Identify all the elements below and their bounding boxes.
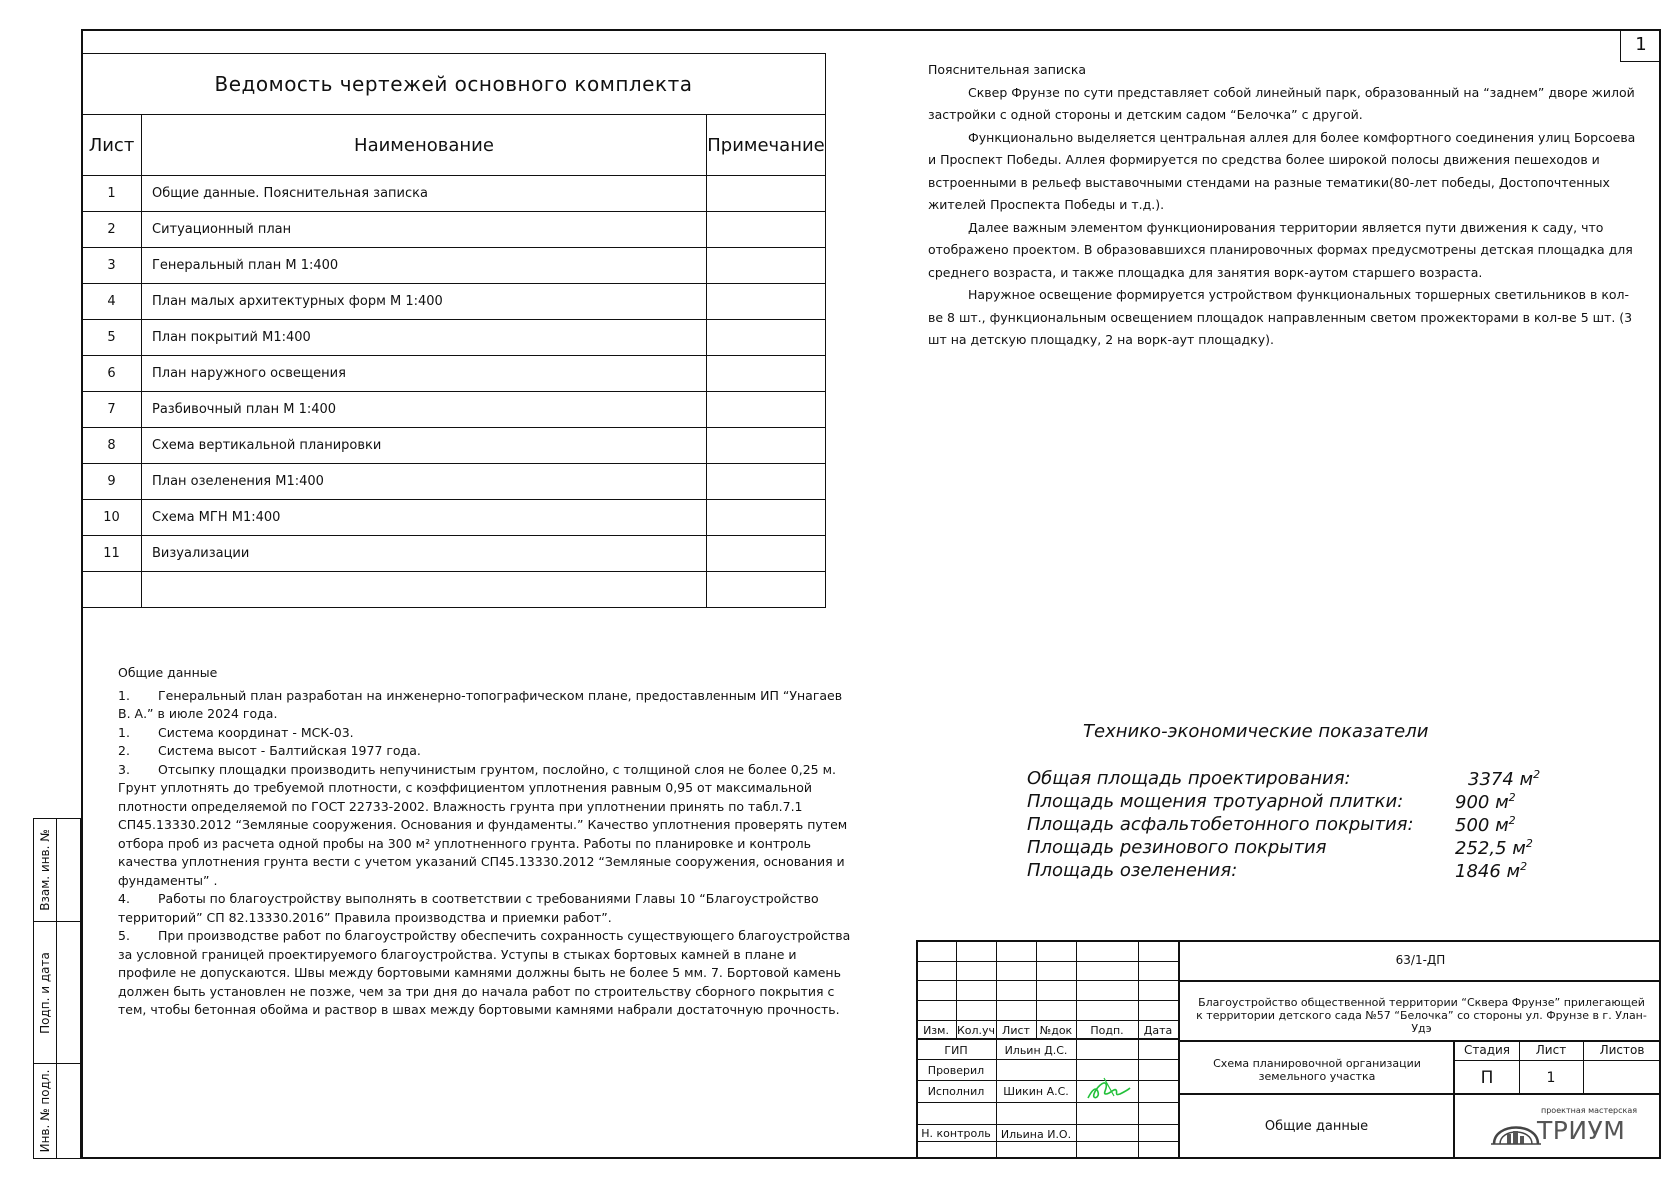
table-row: 8 Схема вертикальной планировки <box>82 428 826 464</box>
tb-col-header: Лист <box>1002 1024 1030 1037</box>
table-row: 11 Визуализации <box>82 536 826 572</box>
explanatory-note <box>928 59 1636 352</box>
list-item: 3. Отсыпку площадки производить непучинистым грунтом, послойно, с толщиной слоя не более 0,25 м. Грунт уплотнять до требуемой плотности, с коэффициентом уплотнения равным 0,95 от максимальной плотности определяемой по ГОСТ 22733-2002. Влажность грунта при уплотнении принять по табл.7.1 СП45.13330.2012 “Земляные сооружения. Основания и фундаменты.” Качество уплотнения проверять путем отбора проб из расчета одной пробы на 300 м² уплотненного грунта. Работы по планировке и контроль качества уплотнения грунта вести с учетом указаний СП45.13330.2012 “Земляные сооружения, основания и фундаменты” . <box>118 761 848 888</box>
tb-project-code: 63/1-ДП <box>1395 953 1446 967</box>
table-row: 6 План наружного освещения <box>82 356 826 392</box>
table-row: 7 Разбивочный план М 1:400 <box>82 392 826 428</box>
tep-value: 1846 $м^2$ <box>1455 860 1528 882</box>
tb-role: ГИП <box>944 1044 968 1057</box>
tb-role: Исполнил <box>927 1085 985 1098</box>
tb-stage-value: П <box>1480 1068 1494 1088</box>
binding-strip-inventory <box>33 1064 81 1159</box>
tep-label: Площадь асфальтобетонного покрытия: <box>1027 814 1414 835</box>
logo-name: ТРИУМ <box>1537 1116 1626 1145</box>
drawings-list-title: Ведомость чертежей основного комплекта <box>82 54 826 115</box>
list-item: 1. Генеральный план разработан на инженерно-топографическом плане, предоставленным ИП “Унагаев В. А.” в июле 2024 года. <box>118 687 843 721</box>
explanatory-note-title: Пояснительная записка <box>928 62 1087 77</box>
studio-logo <box>1491 1102 1651 1152</box>
tb-sheet-header: Лист <box>1535 1043 1567 1057</box>
tb-role: Н. контроль <box>921 1127 991 1140</box>
arch-logo-icon <box>1491 1112 1541 1146</box>
tb-sheets-header: Листов <box>1599 1043 1645 1057</box>
tep-label: Площадь озеленения: <box>1027 860 1238 881</box>
binding-label: Инв. № подл. <box>38 1069 52 1153</box>
tb-col-header: Дата <box>1143 1024 1173 1037</box>
tep-label: Общая площадь проектирования: <box>1027 768 1351 789</box>
table-row: 9 План озеленения М1:400 <box>82 464 826 500</box>
tb-person: Шикин А.С. <box>1003 1085 1069 1098</box>
table-row: 2 Ситуационный план <box>82 212 826 248</box>
tep-value: 900 $м^2$ <box>1455 791 1516 813</box>
paragraph: Функционально выделяется центральная аллея для более комфортного соединения улиц Борсоева и Проспект Победы. Аллея формируется по средства более широкой полосы движения пешеходов и встроенными в рельеф выставочными стендами на разные тематики(80-лет победы, Достопочтенных жителей Проспекта Победы и т.д.). <box>928 129 1636 212</box>
table-row <box>82 572 826 608</box>
drawings-list-table <box>81 53 826 608</box>
table-row: 3 Генеральный план М 1:400 <box>82 248 826 284</box>
paragraph: Наружное освещение формируется устройством функциональных торшерных светильников в кол-ве 8 шт., функциональным освещением площадок направленным светом прожекторами в кол-ве 5 шт. (3 шт на детскую площадку, 2 на ворк-аут площадку). <box>928 287 1633 347</box>
binding-strip-sign <box>33 922 81 1064</box>
general-data <box>118 664 858 1020</box>
logo-subtitle: проектная мастерская <box>1541 1106 1638 1115</box>
column-header: Лист <box>82 115 142 176</box>
paragraph: Далее важным элементом функционирования территории является пути движения к саду, что отображено проектом. В образовавшихся планировочных формах предусмотрены детская площадка для среднего возраста, и также площадка для занятия ворк-аутом старшего возраста. <box>928 219 1633 280</box>
list-item: 4. Работы по благоустройству выполнять в соответствии с требованиями Главы 10 “Благоустройство территорий” СП 82.13330.2016” Правила производства и приемки работ”. <box>118 891 819 925</box>
table-row: 10 Схема МГН М1:400 <box>82 500 826 536</box>
tb-col-header: Подп. <box>1090 1024 1124 1037</box>
general-data-title: Общие данные <box>118 665 218 680</box>
column-header: Наименование <box>142 115 707 176</box>
tb-project-name: Благоустройство общественной территории “Сквера Фрунзе” прилегающей к территории детского сада №57 “Белочка” со стороны ул. Фрунзе в г. Улан-Удэ <box>1196 996 1647 1035</box>
tb-person: Ильин Д.С. <box>1004 1044 1068 1057</box>
list-item: 2. Система высот - Балтийская 1977 года. <box>118 743 421 758</box>
tep-value: 500 $м^2$ <box>1455 814 1516 836</box>
binding-label: Взам. инв. № <box>38 829 52 911</box>
list-item: 5. При производстве работ по благоустройству обеспечить сохранность существующего благоустройства за условной границей проектируемого благоустройства. Уступы в стыках бортовых камней в плане и профиле не допускаются. Швы между бортовыми камнями должны быть не более 5 мм. 7. Бортовой камень должен быть установлен не позже, чем за три дня до начала работ по строительству сборного покрытия с тем, чтобы бетонная обойма и раствор в швах между бортовыми камнями набрали достаточную прочность. <box>118 928 851 1017</box>
tb-col-header: Изм. <box>923 1024 949 1037</box>
tb-stage-header: Стадия <box>1463 1043 1511 1057</box>
tb-col-header: Кол.уч <box>956 1024 996 1037</box>
tep-value: 3374 $м^2$ <box>1468 768 1541 790</box>
tep-label: Площадь мощения тротуарной плитки: <box>1027 791 1404 812</box>
tb-person: Ильина И.О. <box>1000 1128 1072 1141</box>
list-item: 1. Система координат - МСК-03. <box>118 724 354 740</box>
title-block <box>916 940 1661 1159</box>
tb-col-header: №док <box>1039 1024 1073 1037</box>
tb-drawing-name: Схема планировочной организации земельного участка <box>1213 1057 1421 1083</box>
binding-strip-replace <box>33 818 81 922</box>
binding-label: Подп. и дата <box>38 951 52 1034</box>
page-number: 1 <box>1620 29 1661 62</box>
tb-sheet-title: Общие данные <box>1264 1119 1369 1134</box>
tep-label: Площадь резинового покрытия <box>1027 837 1327 858</box>
tep-title: Технико-экономические показатели <box>1083 721 1429 742</box>
signature-icon <box>1084 1074 1134 1102</box>
tep-value: 252,5 $м^2$ <box>1455 837 1533 859</box>
tb-role: Проверил <box>927 1064 985 1077</box>
column-header: Примечание <box>707 115 826 176</box>
table-row: 1 Общие данные. Пояснительная записка <box>82 176 826 212</box>
table-row: 4 План малых архитектурных форм М 1:400 <box>82 284 826 320</box>
tb-sheet-value: 1 <box>1546 1070 1556 1086</box>
paragraph: Сквер Фрунзе по сути представляет собой линейный парк, образованный на “заднем” дворе жилой застройки с одной стороны и детским садом “Белочка” с другой. <box>928 84 1635 122</box>
table-row: 5 План покрытий М1:400 <box>82 320 826 356</box>
